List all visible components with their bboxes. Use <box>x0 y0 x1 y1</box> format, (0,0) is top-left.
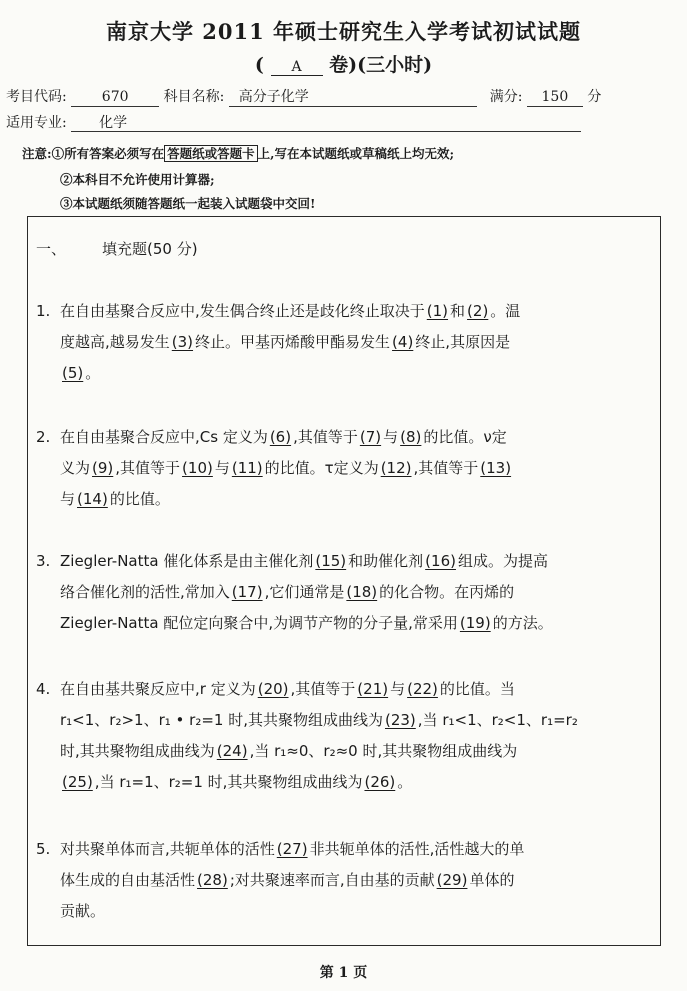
question-text: 义为 <box>60 459 91 477</box>
answer-blank-8: (8) <box>400 428 422 446</box>
question-text: 的比值。τ定义为 <box>264 459 379 477</box>
answer-blank-1: (1) <box>426 302 449 320</box>
subject-value: 高分子化学 <box>229 88 477 107</box>
question-text: Ziegler-Natta 配位定向聚合中,为调节产物的分子量,常采用 <box>60 614 458 632</box>
question-text: 组成。为提高 <box>457 552 548 570</box>
page-number: 第 1 页 <box>319 965 368 981</box>
question-1 <box>36 296 656 389</box>
question-text: 。 <box>397 773 413 791</box>
answer-blank-20: (20) <box>257 680 289 698</box>
question-text: 在自由基聚合反应中,Cs 定义为 <box>60 428 268 446</box>
answer-blank-28: (28) <box>197 871 228 889</box>
notice-text: ①所有答案必须写在 <box>51 146 165 161</box>
answer-blank-13: (13) <box>480 459 512 477</box>
section-heading <box>36 238 198 259</box>
question-number: 4. <box>36 680 51 698</box>
answer-blank-18: (18) <box>346 583 378 601</box>
answer-blank-22: (22) <box>407 680 438 698</box>
question-text: 对共聚单体而言,共轭单体的活性 <box>60 840 275 858</box>
paper-type: A <box>271 59 323 76</box>
answer-blank-9: (9) <box>92 459 114 477</box>
answer-blank-21: (21) <box>357 680 389 698</box>
question-number: 3. <box>36 552 51 570</box>
answer-blank-17: (17) <box>231 583 263 601</box>
notice-item-1 <box>22 144 454 162</box>
code-label: 考目代码: <box>6 89 67 105</box>
answer-blank-29: (29) <box>436 871 468 889</box>
exam-title: 南京大学 2011 年硕士研究生入学考试初试试题 <box>105 19 582 44</box>
question-text: 与 <box>390 680 406 698</box>
question-text: 在自由基聚合反应中,发生偶合终止还是歧化终止取决于 <box>60 302 425 320</box>
question-text: 非共轭单体的活性,活性越大的单 <box>309 840 525 858</box>
answer-blank-27: (27) <box>276 840 308 858</box>
answer-blank-4: (4) <box>392 333 414 351</box>
score-value: 150 <box>527 88 583 107</box>
score-unit: 分 <box>587 89 602 105</box>
question-text: 和助催化剂 <box>348 552 424 570</box>
question-text: 体生成的自由基活性 <box>60 871 196 889</box>
subject-label: 科目名称: <box>163 89 225 105</box>
question-text: ,其值等于 <box>290 680 356 698</box>
answer-blank-14: (14) <box>77 490 108 508</box>
question-text: Ziegler-Natta 催化体系是由主催化剂 <box>60 552 314 570</box>
section-number: 一、 <box>36 240 67 258</box>
question-text: ,其值等于 <box>413 459 479 477</box>
info-row-major <box>6 112 581 132</box>
question-text: 终止,其原因是 <box>415 333 511 351</box>
question-text: 。 <box>85 364 101 382</box>
answer-blank-5: (5) <box>62 364 84 382</box>
answer-blank-11: (11) <box>231 459 263 477</box>
info-row-code <box>6 86 601 107</box>
answer-blank-26: (26) <box>364 773 396 791</box>
section-title: 填充题(50 分) <box>102 240 198 258</box>
question-text: ,当 r₁=1、r₂=1 时,其共聚物组成曲线为 <box>94 773 363 791</box>
question-text: ;对共聚速率而言,自由基的贡献 <box>229 871 435 889</box>
answer-blank-12: (12) <box>380 459 412 477</box>
answer-sheet-box: 答题纸或答题卡 <box>164 145 258 162</box>
notice-label: 注意: <box>22 146 52 161</box>
question-number: 1. <box>36 302 51 320</box>
question-text: 络合催化剂的活性,常加入 <box>60 583 230 601</box>
question-5 <box>36 834 656 927</box>
answer-blank-3: (3) <box>171 333 194 351</box>
question-text: 的方法。 <box>492 614 553 632</box>
question-text: ,其值等于 <box>293 428 358 446</box>
question-text: 在自由基共聚反应中,r 定义为 <box>60 680 256 698</box>
answer-blank-10: (10) <box>182 459 213 477</box>
question-4 <box>36 674 656 798</box>
answer-blank-15: (15) <box>315 552 347 570</box>
question-text: 与 <box>383 428 399 446</box>
question-text: 时,其共聚物组成曲线为 <box>60 742 215 760</box>
notice-text: 上,写在本试题纸或草稿纸上均无效; <box>257 146 455 161</box>
score-label: 满分: <box>489 89 523 105</box>
notice-item-3: ③本试题纸须随答题纸一起装入试题袋中交回! <box>60 196 316 211</box>
question-text: ,其值等于 <box>115 459 181 477</box>
question-text: 的比值。当 <box>439 680 515 698</box>
question-2 <box>36 422 656 515</box>
question-text: 贡献。 <box>60 902 106 920</box>
question-text: 单体的 <box>469 871 515 889</box>
question-text: 的化合物。在丙烯的 <box>379 583 515 601</box>
question-text: 和 <box>450 302 466 320</box>
question-number: 5. <box>36 840 51 858</box>
question-text: ,当 r₁<1、r₂<1、r₁=r₂ <box>417 711 578 729</box>
answer-blank-24: (24) <box>216 742 248 760</box>
answer-blank-2: (2) <box>467 302 489 320</box>
paper-open: ( <box>254 54 264 76</box>
major-value: 化学 <box>71 114 581 132</box>
code-value: 670 <box>71 88 159 107</box>
question-text: 的比值。ν定 <box>423 428 507 446</box>
question-text: ,当 r₁≈0、r₂≈0 时,其共聚物组成曲线为 <box>249 742 518 760</box>
answer-blank-25: (25) <box>62 773 93 791</box>
question-text: 度越高,越易发生 <box>60 333 170 351</box>
question-text: ,它们通常是 <box>264 583 345 601</box>
notice-item-2: ②本科目不允许使用计算器; <box>60 172 215 187</box>
paper-type-line <box>0 50 687 77</box>
question-text: 。温 <box>490 302 521 320</box>
paper-duration: 卷)(三小时) <box>329 54 433 76</box>
question-text: 终止。甲基丙烯酸甲酯易发生 <box>195 333 391 351</box>
answer-blank-19: (19) <box>459 614 491 632</box>
question-text: 的比值。 <box>109 490 170 508</box>
answer-blank-23: (23) <box>384 711 416 729</box>
major-label: 适用专业: <box>6 115 67 131</box>
question-text: r₁<1、r₂>1、r₁ • r₂=1 时,其共聚物组成曲线为 <box>60 711 383 729</box>
question-3 <box>36 546 656 639</box>
question-text: 与 <box>60 490 76 508</box>
answer-blank-16: (16) <box>425 552 456 570</box>
question-number: 2. <box>36 428 51 446</box>
question-text: 与 <box>214 459 230 477</box>
answer-blank-6: (6) <box>269 428 292 446</box>
answer-blank-7: (7) <box>359 428 382 446</box>
